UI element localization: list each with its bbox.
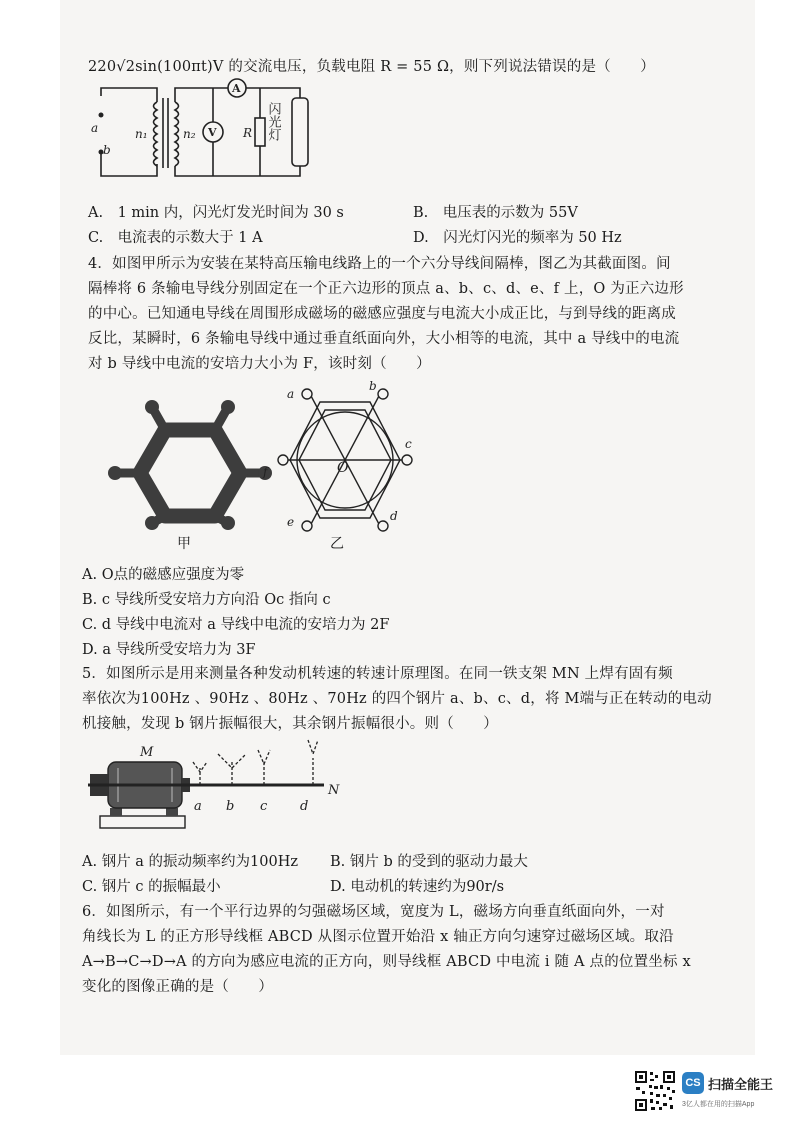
- q5-label-N: N: [328, 783, 340, 798]
- app-tagline: 3亿人都在用的扫描App: [682, 1101, 755, 1108]
- q5-label-d: d: [300, 799, 309, 814]
- q4-label-f: f: [263, 465, 268, 479]
- q4-stem-line-3: 的中心。已知通电导线在周围形成磁场的磁感应强度与电流大小成正比，与到导线的距离成: [88, 306, 676, 322]
- q5-option-d: D. 电动机的转速约为90r/s: [330, 879, 505, 895]
- q4-stem-line-4: 反比，某瞬时，6 条输电导线中通过垂直纸面向外，大小相等的电流，其中 a 导线中的电流: [88, 331, 680, 347]
- q5-label-a: a: [194, 799, 202, 814]
- q4-stem-line-2: 隔棒将 6 条输电导线分别固定在一个正六边形的顶点 a、b、c、d、e、f 上，O 为正六边形: [88, 281, 684, 297]
- q6-stem-line-1: 6．如图所示，有一个平行边界的匀强磁场区域，宽度为 L，磁场方向垂直纸面向外，一对: [82, 904, 665, 920]
- app-name: 扫描全能王: [708, 1077, 774, 1092]
- q4-option-c: C. d 导线中电流对 a 导线中电流的安培力为 2F: [82, 617, 390, 633]
- q5-label-c: c: [260, 799, 268, 814]
- q4-caption-left: 甲: [177, 536, 191, 552]
- q4-option-b: B. c 导线所受安培力方向沿 Oc 指向 c: [82, 592, 331, 608]
- q5-stem-line-1: 5．如图所示是用来测量各种发动机转速的转速计原理图。在同一铁支架 MN 上焊有固有频: [82, 666, 673, 682]
- q3-option-c: C. 电流表的示数大于 1 A: [88, 230, 263, 246]
- q4-stem-line-1: 4．如图甲所示为安装在某特高压输电线路上的一个六分导线间隔棒，图乙为其截面图。间: [88, 256, 671, 272]
- q3-label-a: a: [91, 121, 99, 135]
- q3-label-voltmeter: V: [208, 126, 217, 139]
- q5-option-a: A. 钢片 a 的振动频率约为100Hz: [82, 854, 299, 870]
- q4-cross-section-figure: [263, 379, 425, 530]
- q3-circuit-figure: [91, 82, 315, 182]
- q4-stem-line-5: 对 b 导线中电流的安培力大小为 F，该时刻（ ）: [88, 356, 431, 372]
- q4-label-O: O: [337, 460, 349, 476]
- cs-logo-icon: CS: [682, 1072, 704, 1094]
- q5-stem-line-3: 机接触，发现 b 钢片振幅很大，其余钢片振幅很小。则（ ）: [82, 716, 498, 732]
- q5-stem-line-2: 率依次为100Hz 、90Hz 、80Hz 、70Hz 的四个钢片 a、b、c、d，将 M端与正在转动的电动: [82, 691, 712, 707]
- q4-label-d: d: [390, 509, 398, 523]
- q4-label-c: c: [405, 437, 412, 451]
- q6-stem-line-3: A→B→C→D→A 的方向为感应电流的正方向，则导线框 ABCD 中电流 i 随 A 点的位置坐标 x: [82, 954, 691, 970]
- q5-option-c: C. 钢片 c 的振幅最小: [82, 879, 221, 895]
- q3-label-b: b: [103, 143, 111, 157]
- q3-label-lamp: 闪光灯: [265, 102, 281, 141]
- q3-label-n1: n₁: [135, 127, 148, 141]
- q4-label-b: b: [369, 379, 377, 393]
- q3-stem: 220√2sin(100πt)V 的交流电压，负载电阻 R = 55 Ω，则下列说法错误的是（ ）: [88, 59, 655, 75]
- q6-stem-line-4: 变化的图像正确的是（ ）: [82, 979, 274, 995]
- q4-option-d: D. a 导线所受安培力为 3F: [82, 642, 256, 658]
- q3-label-R: R: [243, 126, 253, 140]
- q5-tachometer-figure: [88, 740, 348, 840]
- q4-option-a: A. O点的磁感应强度为零: [82, 567, 245, 583]
- q5-label-b: b: [226, 799, 235, 814]
- q6-stem-line-2: 角线长为 L 的正方形导线框 ABCD 从图示位置开始沿 x 轴正方向匀速穿过磁场区域。取沿: [82, 929, 674, 945]
- q4-caption-right: 乙: [330, 536, 344, 552]
- q4-label-a: a: [287, 387, 295, 401]
- q3-option-d: D. 闪光灯闪光的频率为 50 Hz: [413, 230, 622, 246]
- q3-option-b: B. 电压表的示数为 55V: [413, 205, 578, 221]
- q3-option-a: A. 1 min 内，闪光灯发光时间为 30 s: [88, 205, 344, 221]
- q5-option-b: B. 钢片 b 的受到的驱动力最大: [330, 854, 528, 870]
- q3-label-ammeter: A: [232, 82, 241, 95]
- q4-label-e: e: [287, 515, 295, 529]
- q4-spacer-figure: [130, 395, 270, 525]
- q5-label-M: M: [140, 745, 154, 760]
- q3-label-n2: n₂: [183, 127, 196, 141]
- qr-code-icon: [634, 1070, 676, 1112]
